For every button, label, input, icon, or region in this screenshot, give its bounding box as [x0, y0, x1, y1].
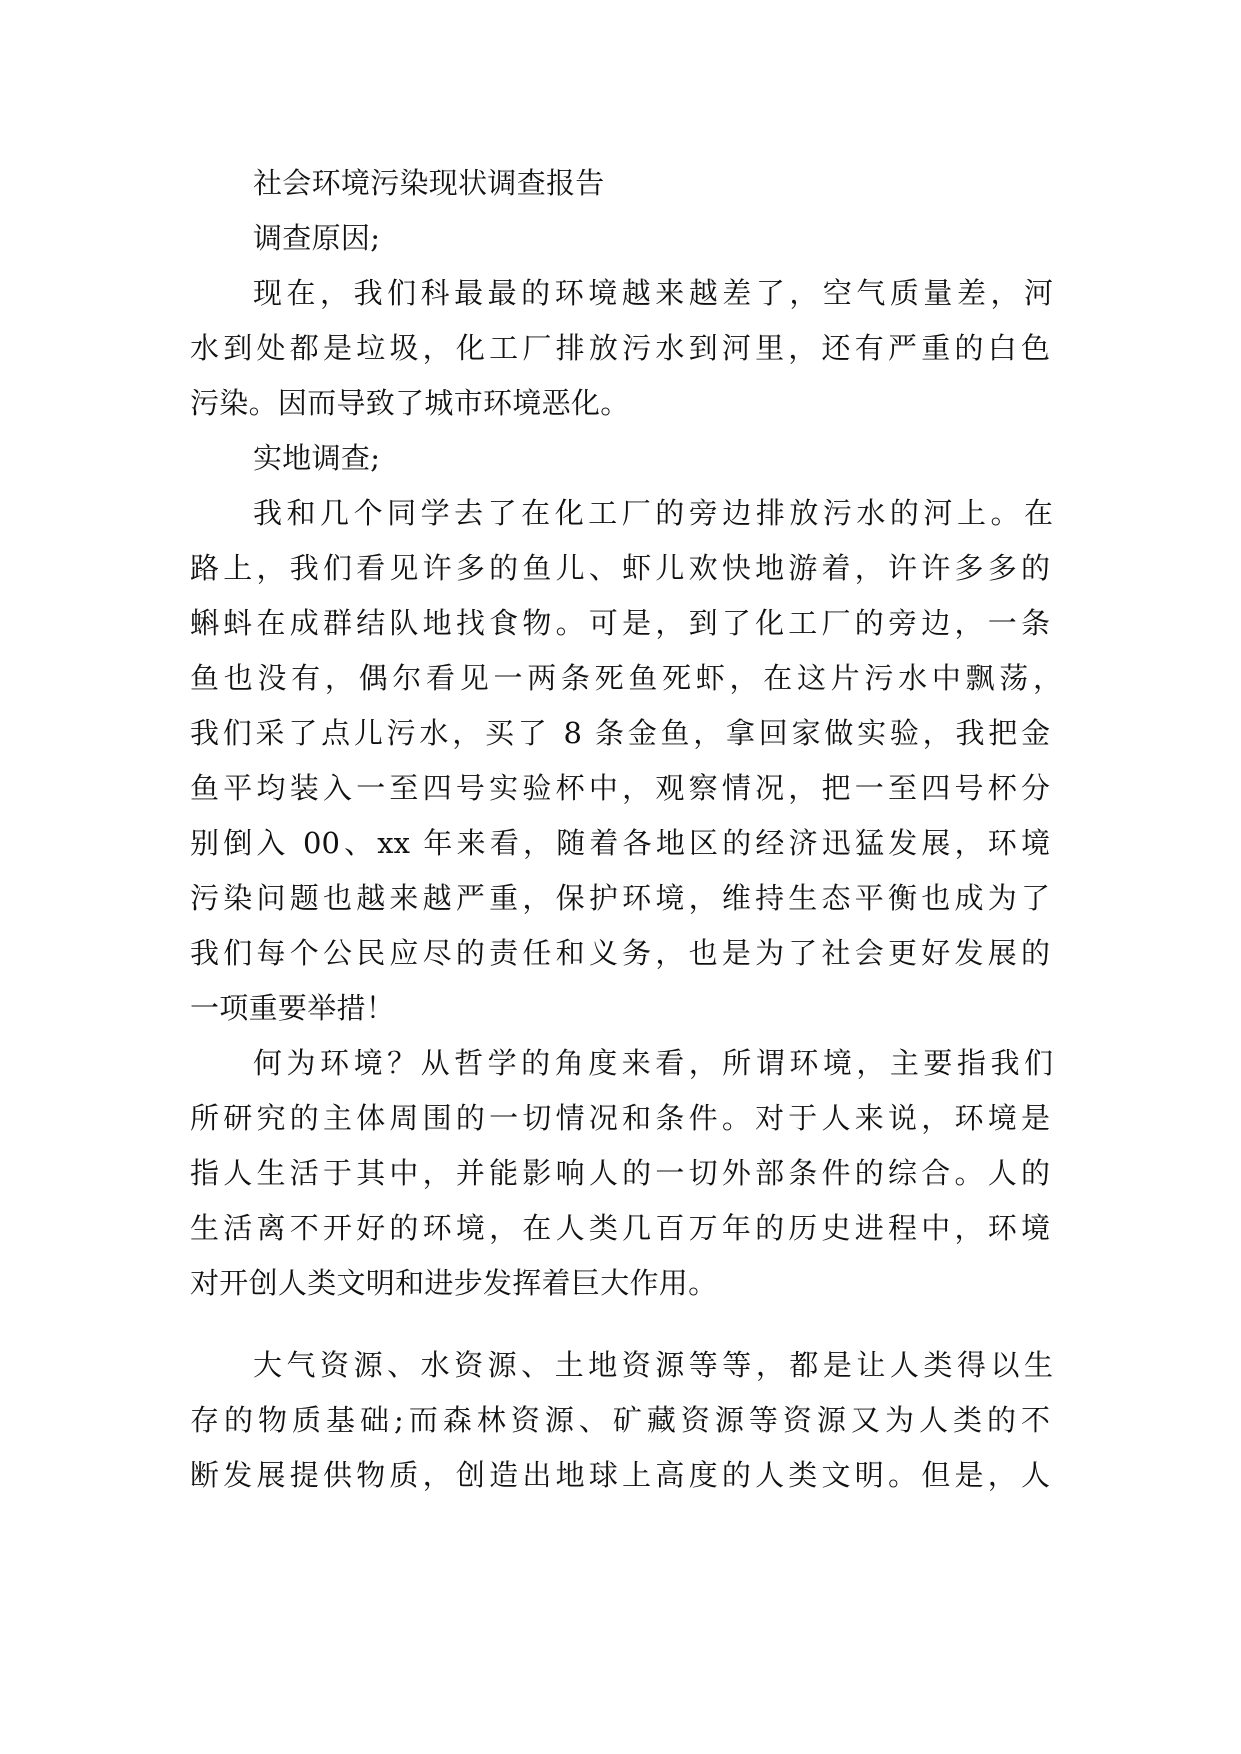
- paragraph-line: 鱼平均装入一至四号实验杯中，观察情况，把一至四号杯分: [190, 771, 1050, 805]
- paragraph-line: 污染问题也越来越严重，保护环境，维持生态平衡也成为了: [190, 881, 1050, 915]
- paragraph-line: 蝌蚪在成群结队地找食物。可是，到了化工厂的旁边，一条: [190, 606, 1050, 640]
- paragraph-line: 我们每个公民应尽的责任和义务，也是为了社会更好发展的: [190, 936, 1050, 970]
- paragraph-line: 我和几个同学去了在化工厂的旁边排放污水的河上。在: [253, 496, 1053, 530]
- section-heading-reason: 调查原因;: [253, 221, 381, 255]
- section-heading-field: 实地调查;: [253, 441, 381, 475]
- paragraph-line: 所研究的主体周围的一切情况和条件。对于人来说，环境是: [190, 1101, 1050, 1135]
- paragraph-line: 污染。因而导致了城市环境恶化。: [190, 386, 630, 420]
- paragraph-line: 一项重要举措！: [190, 991, 396, 1025]
- document-title: 社会环境污染现状调查报告: [253, 166, 605, 200]
- paragraph-line: 我们采了点儿污水，买了 8 条金鱼，拿回家做实验，我把金: [190, 716, 1050, 750]
- paragraph-line: 路上，我们看见许多的鱼儿、虾儿欢快地游着，许许多多的: [190, 551, 1050, 585]
- paragraph-line: 指人生活于其中，并能影响人的一切外部条件的综合。人的: [190, 1156, 1050, 1190]
- paragraph-line: 生活离不开好的环境，在人类几百万年的历史进程中，环境: [190, 1211, 1050, 1245]
- paragraph-line: 别倒入 00、xx 年来看，随着各地区的经济迅猛发展，环境: [190, 826, 1050, 860]
- paragraph-line: 断发展提供物质，创造出地球上高度的人类文明。但是，人: [190, 1458, 1050, 1492]
- paragraph-line: 大气资源、水资源、土地资源等等，都是让人类得以生: [253, 1348, 1053, 1382]
- paragraph-line: 现在，我们科最最的环境越来越差了，空气质量差，河: [253, 276, 1053, 310]
- paragraph-line: 对开创人类文明和进步发挥着巨大作用。: [190, 1266, 718, 1300]
- paragraph-line: 水到处都是垃圾，化工厂排放污水到河里，还有严重的白色: [190, 331, 1050, 365]
- paragraph-line: 何为环境？从哲学的角度来看，所谓环境，主要指我们: [253, 1046, 1053, 1080]
- paragraph-line: 存的物质基础;而森林资源、矿藏资源等资源又为人类的不: [190, 1403, 1050, 1437]
- paragraph-line: 鱼也没有，偶尔看见一两条死鱼死虾，在这片污水中飘荡，: [190, 661, 1062, 695]
